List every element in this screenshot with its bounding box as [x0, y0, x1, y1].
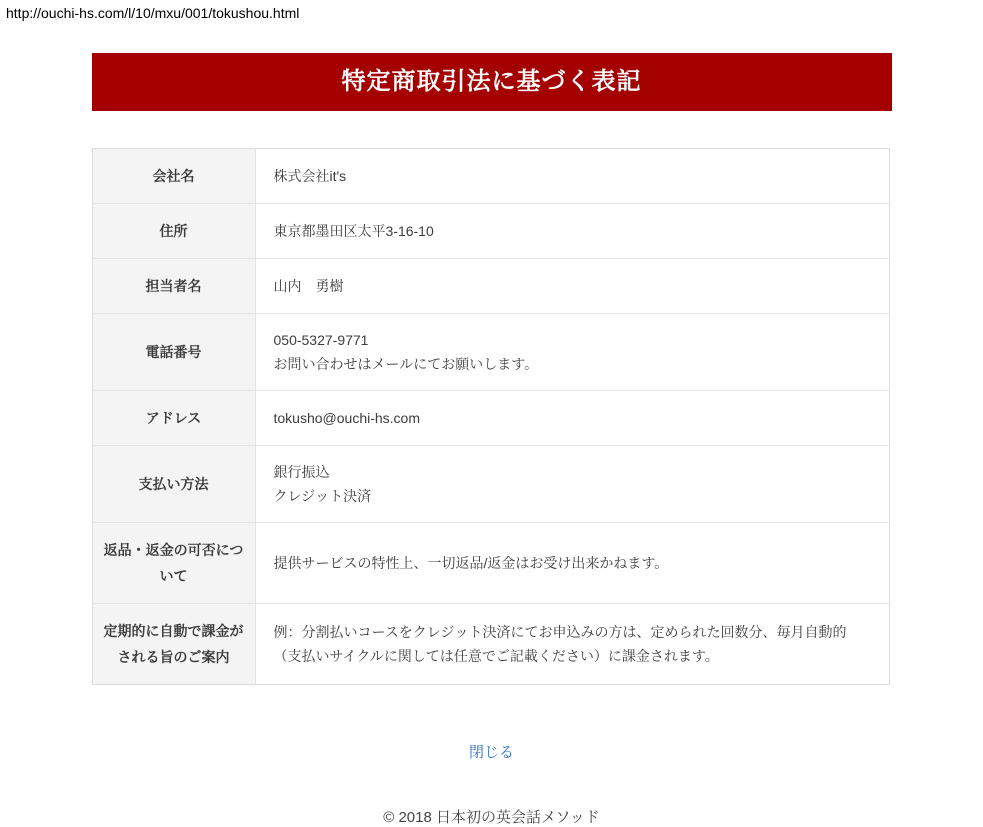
page-body — [0, 28, 983, 827]
table-row — [92, 446, 889, 523]
table-row — [92, 204, 889, 259]
cell-line: 提供サービスの特性上、一切返品/返金はお受け出来かねます。 — [273, 555, 669, 571]
cell-line: tokusho@ouchi-hs.com — [273, 410, 421, 426]
close-link-container — [92, 741, 892, 762]
table-row — [92, 604, 889, 685]
close-button[interactable]: 閉じる — [468, 744, 514, 761]
row-value-email — [255, 391, 889, 446]
table-row — [92, 259, 889, 314]
row-label-email: アドレス — [92, 391, 255, 446]
content-container — [92, 28, 892, 827]
table-row — [92, 523, 889, 604]
row-value-returns-policy — [255, 523, 889, 604]
row-value-company-name — [255, 149, 889, 204]
row-label-recurring-billing: 定期的に自動で課金がされる旨のご案内 — [92, 604, 255, 685]
cell-line: 山内 勇樹 — [273, 278, 344, 294]
table-row — [92, 149, 889, 204]
row-value-payment-method — [255, 446, 889, 523]
row-value-phone — [255, 314, 889, 391]
row-label-company-name: 会社名 — [92, 149, 255, 204]
browser-url-bar[interactable]: http://ouchi-hs.com/l/10/mxu/001/tokushou.html — [6, 5, 300, 21]
legal-info-table — [92, 148, 890, 685]
row-label-returns-policy: 返品・返金の可否について — [92, 523, 255, 604]
cell-line: 例：分割払いコースをクレジット決済にてお申込みの方は、定められた回数分、毎月自動的（支払いサイクルに関しては任意でご記載ください）に課金されます。 — [273, 624, 847, 664]
row-label-contact-person: 担当者名 — [92, 259, 255, 314]
cell-line: お問い合わせはメールにてお願いします。 — [273, 356, 539, 372]
footer-copyright: © 2018 日本初の英会話メソッド — [383, 809, 600, 826]
row-label-phone: 電話番号 — [92, 314, 255, 391]
cell-line: 050-5327-9771 — [273, 332, 369, 348]
row-value-address — [255, 204, 889, 259]
table-row — [92, 391, 889, 446]
cell-line: クレジット決済 — [273, 488, 372, 504]
row-label-payment-method: 支払い方法 — [92, 446, 255, 523]
page-title: 特定商取引法に基づく表記 — [92, 53, 892, 111]
table-row — [92, 314, 889, 391]
row-label-address: 住所 — [92, 204, 255, 259]
row-value-contact-person — [255, 259, 889, 314]
cell-line: 東京都墨田区太平3-16-10 — [273, 223, 434, 239]
row-value-recurring-billing — [255, 604, 889, 685]
cell-line: 銀行振込 — [273, 464, 330, 480]
cell-line: 株式会社it's — [273, 168, 347, 184]
legal-info-table-body — [92, 149, 889, 685]
